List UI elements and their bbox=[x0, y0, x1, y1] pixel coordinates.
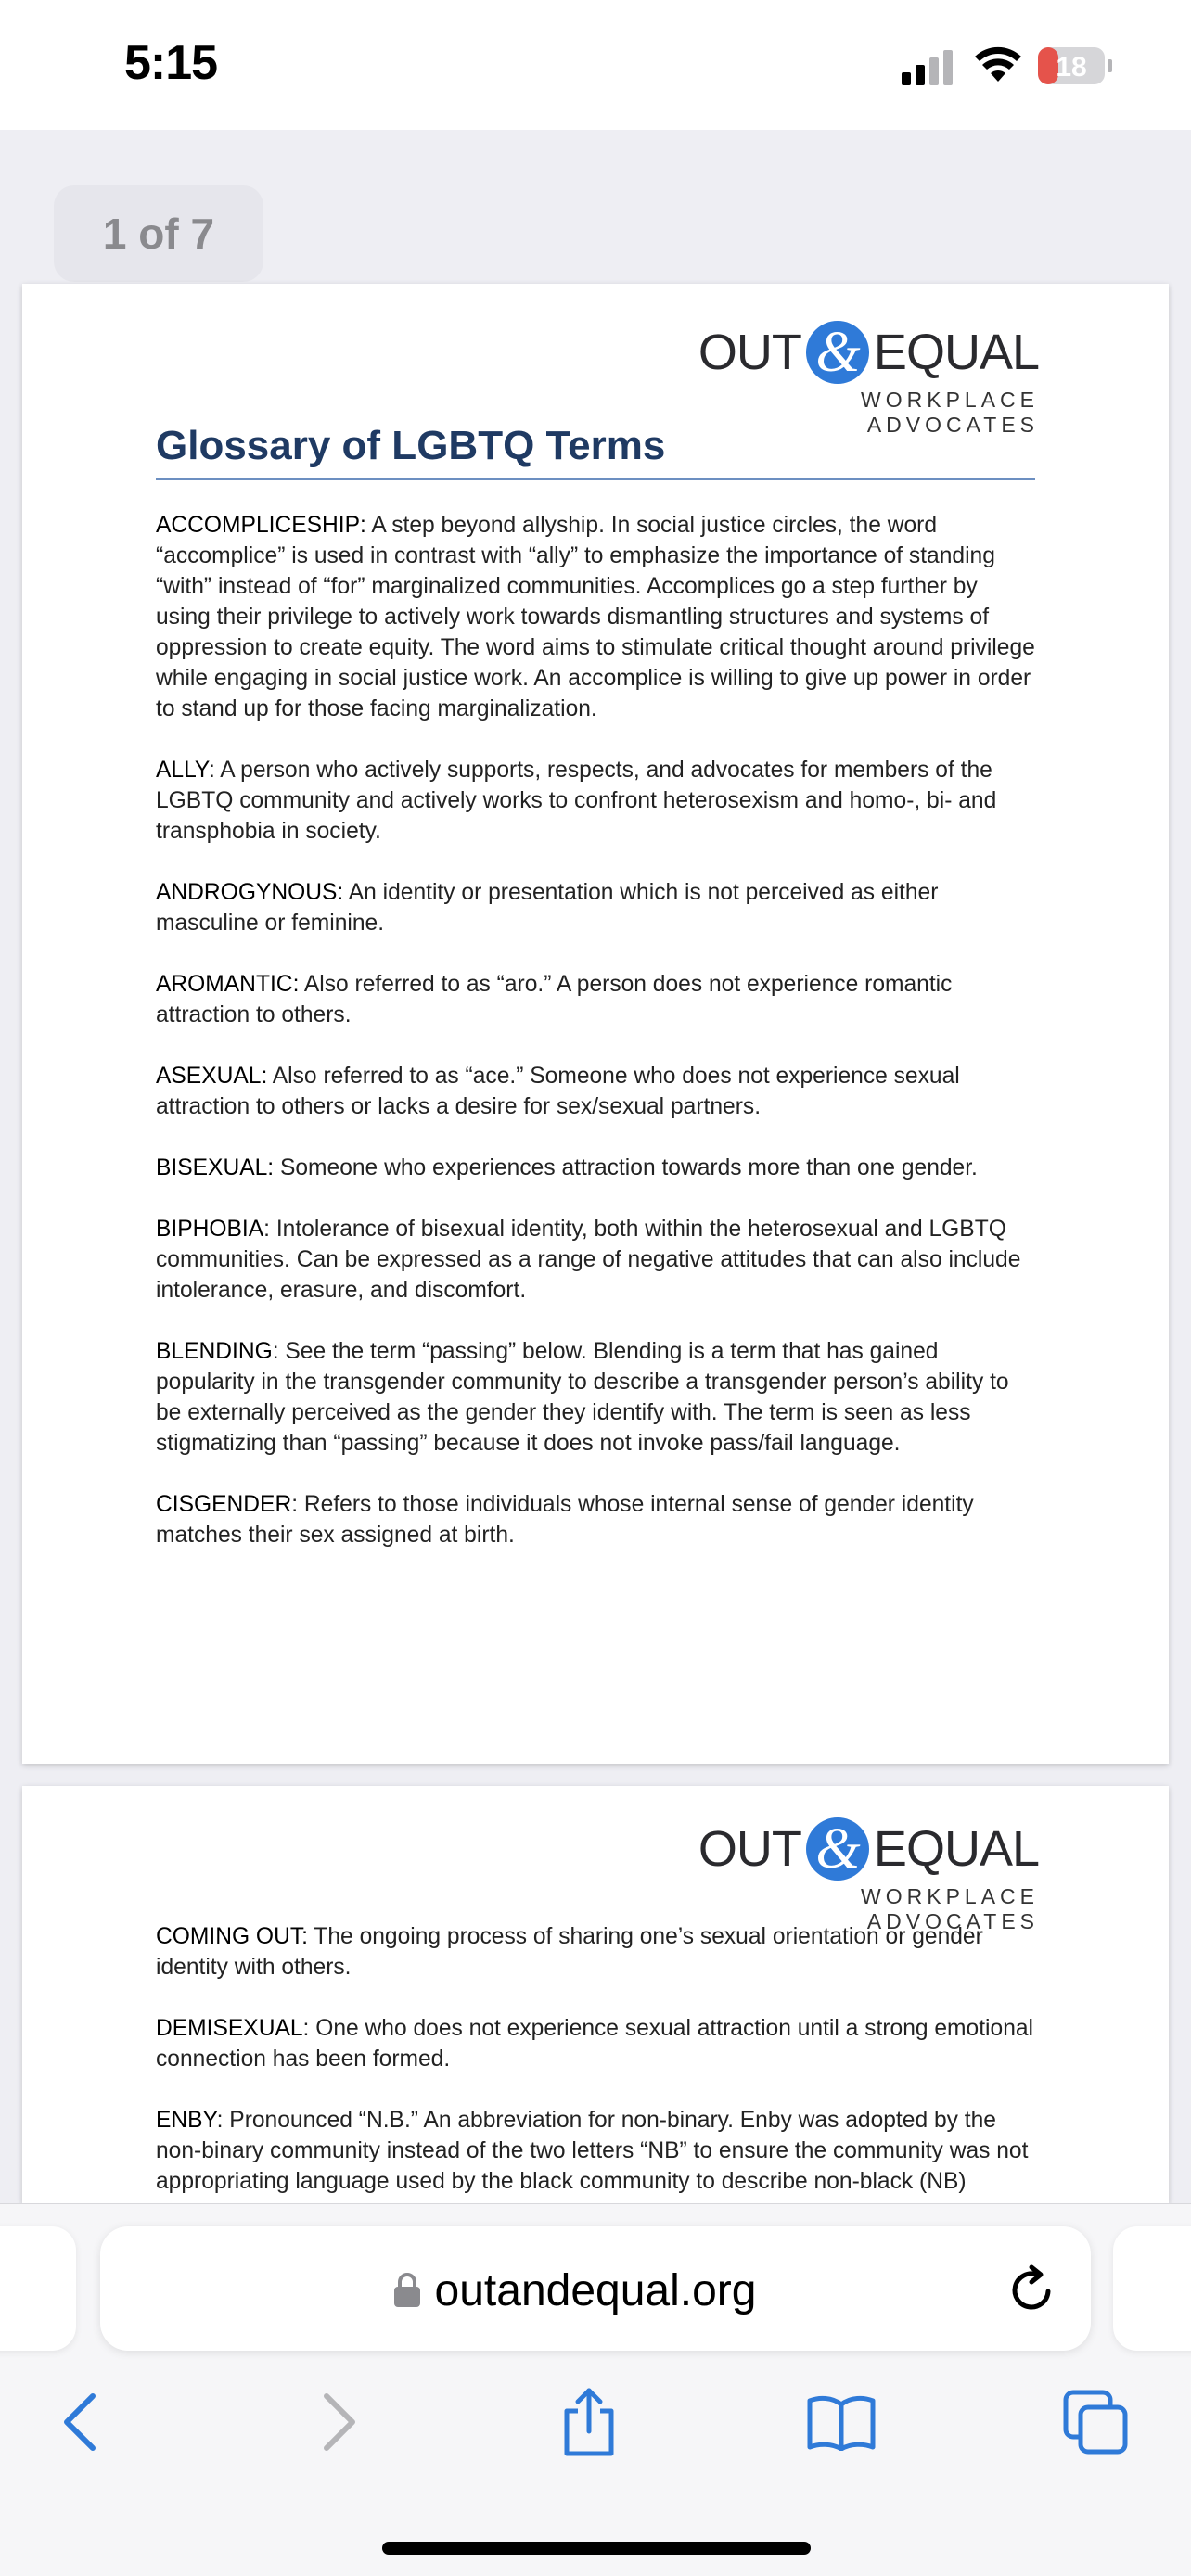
entry-term: BIPHOBIA bbox=[156, 1217, 264, 1242]
entry-definition: The ongoing process of sharing one’s sexual orientation or gender identity with others. bbox=[156, 1924, 983, 1980]
entry-term: ACCOMPLICESHIP: bbox=[156, 513, 366, 538]
glossary-entry bbox=[156, 755, 1035, 847]
glossary-entry bbox=[156, 2105, 1035, 2197]
wifi-icon bbox=[974, 46, 1022, 83]
glossary-entry bbox=[156, 1336, 1035, 1459]
entry-term: BLENDING bbox=[156, 1339, 273, 1364]
url-text: outandequal.org bbox=[434, 2266, 757, 2315]
glossary-entry bbox=[156, 510, 1035, 724]
entry-definition: Also referred to as “aro.” A person does not experience romantic attraction to others. bbox=[156, 972, 953, 1027]
glossary-entry bbox=[156, 877, 1035, 938]
entry-definition: : Pronounced “N.B.” An abbreviation for non-binary. Enby was adopted by the non-binary community instead of the two letters “NB” to ensure the community was not appropriating language used by the black community to describe non-black (NB) bbox=[156, 2108, 1029, 2194]
chevron-right-icon bbox=[315, 2392, 362, 2452]
entry-definition: : Intolerance of bisexual identity, both within the heterosexual and LGBTQ communities. Can be expressed as a range of negative attitudes that can also include intolerance, erasure, and discomfort. bbox=[156, 1217, 1021, 1303]
status-time: 5:15 bbox=[124, 36, 218, 90]
entry-term: AROMANTIC: bbox=[156, 972, 300, 997]
document-page-1 bbox=[22, 284, 1169, 1764]
cellular-signal-icon bbox=[902, 48, 957, 85]
glossary-entry bbox=[156, 969, 1035, 1030]
ampersand-logo-icon bbox=[805, 1817, 870, 1881]
browser-toolbar bbox=[0, 2203, 1191, 2576]
tabs-icon bbox=[1062, 2389, 1129, 2455]
title-divider bbox=[156, 478, 1035, 480]
glossary-entries-page-2 bbox=[156, 1921, 1035, 2203]
book-icon bbox=[806, 2393, 877, 2451]
glossary-entry bbox=[156, 1061, 1035, 1122]
svg-text:&: & bbox=[815, 1817, 860, 1881]
battery-icon bbox=[1037, 46, 1113, 85]
share-icon bbox=[559, 2387, 619, 2457]
entry-definition: A step beyond allyship. In social justice circles, the word “accomplice” is used in contrast with “ally” to emphasize the importance of standing “with” instead of “for” marginalized communities. Accomplices go a step further by using their privilege to actively work towards dismantling structures and systems of oppression to create equity. The word aims to stimulate critical thought around privilege while engaging in social justice work. An accomplice is willing to give up power in order to stand up for those facing marginalization. bbox=[156, 513, 1035, 721]
out-and-equal-logo bbox=[696, 1817, 1039, 1933]
page-counter: 1 of 7 bbox=[54, 185, 263, 282]
entry-definition: Also referred to as “ace.” Someone who does not experience sexual attraction to others or lacks a desire for sex/sexual partners. bbox=[156, 1064, 960, 1119]
entry-definition: : Refers to those individuals whose internal sense of gender identity matches their sex assigned at birth. bbox=[156, 1492, 974, 1548]
glossary-entry bbox=[156, 1153, 1035, 1183]
entry-term: DEMISEXUAL bbox=[156, 2016, 303, 2041]
home-indicator[interactable] bbox=[382, 2542, 811, 2555]
out-and-equal-logo bbox=[696, 321, 1039, 437]
back-button[interactable] bbox=[39, 2380, 122, 2464]
entry-term: ASEXUAL: bbox=[156, 1064, 268, 1089]
entry-term: CISGENDER bbox=[156, 1492, 292, 1517]
glossary-entry bbox=[156, 1921, 1035, 1983]
logo-word-left: OUT bbox=[698, 1821, 801, 1877]
entry-term: ANDROGYNOUS: bbox=[156, 880, 344, 905]
share-button[interactable] bbox=[547, 2380, 631, 2464]
bookmarks-button[interactable] bbox=[800, 2380, 883, 2464]
entry-definition: : See the term “passing” below. Blending is a term that has gained popularity in the transgender community to describe a transgender person’s ability to be externally perceived as the gender they identify with. The term is seen as less stigmatizing than “passing” because it does not invoke pass/fail language. bbox=[156, 1339, 1009, 1456]
status-bar bbox=[0, 0, 1191, 130]
chevron-left-icon bbox=[58, 2392, 104, 2452]
svg-text:&: & bbox=[815, 321, 860, 384]
glossary-entry bbox=[156, 2013, 1035, 2074]
entry-definition: : One who does not experience sexual attraction until a strong emotional connection has been formed. bbox=[156, 2016, 1034, 2072]
glossary-entry bbox=[156, 1214, 1035, 1306]
logo-word-right: EQUAL bbox=[873, 1821, 1039, 1877]
tabs-button[interactable] bbox=[1054, 2380, 1137, 2464]
previous-tab-preview[interactable] bbox=[0, 2226, 76, 2351]
glossary-entries-page-1 bbox=[156, 510, 1035, 1581]
forward-button[interactable] bbox=[297, 2380, 380, 2464]
battery-level: 18 bbox=[1056, 52, 1087, 83]
address-bar[interactable] bbox=[100, 2226, 1091, 2351]
entry-term: ALLY bbox=[156, 758, 209, 783]
entry-definition: : A person who actively supports, respects, and advocates for members of the LGBTQ community and actively works to confront heterosexism and homo-, bi- and transphobia in society. bbox=[156, 758, 997, 844]
entry-term: BISEXUAL: bbox=[156, 1155, 275, 1180]
glossary-entry bbox=[156, 1489, 1035, 1550]
entry-term: COMING OUT: bbox=[156, 1924, 308, 1949]
ampersand-logo-icon bbox=[805, 320, 870, 385]
logo-subtitle: WORKPLACE ADVOCATES bbox=[861, 388, 1039, 437]
entry-definition: An identity or presentation which is not perceived as either masculine or feminine. bbox=[156, 880, 939, 936]
next-tab-preview[interactable] bbox=[1113, 2226, 1191, 2351]
reload-icon[interactable] bbox=[1005, 2264, 1057, 2315]
logo-subtitle: WORKPLACE ADVOCATES bbox=[861, 1884, 1039, 1933]
entry-term: ENBY bbox=[156, 2108, 217, 2133]
logo-word-left: OUT bbox=[698, 325, 801, 380]
entry-definition: Someone who experiences attraction towards more than one gender. bbox=[274, 1155, 978, 1180]
logo-word-right: EQUAL bbox=[873, 325, 1039, 380]
document-page-2 bbox=[22, 1786, 1169, 2203]
document-title: Glossary of LGBTQ Terms bbox=[156, 423, 666, 468]
